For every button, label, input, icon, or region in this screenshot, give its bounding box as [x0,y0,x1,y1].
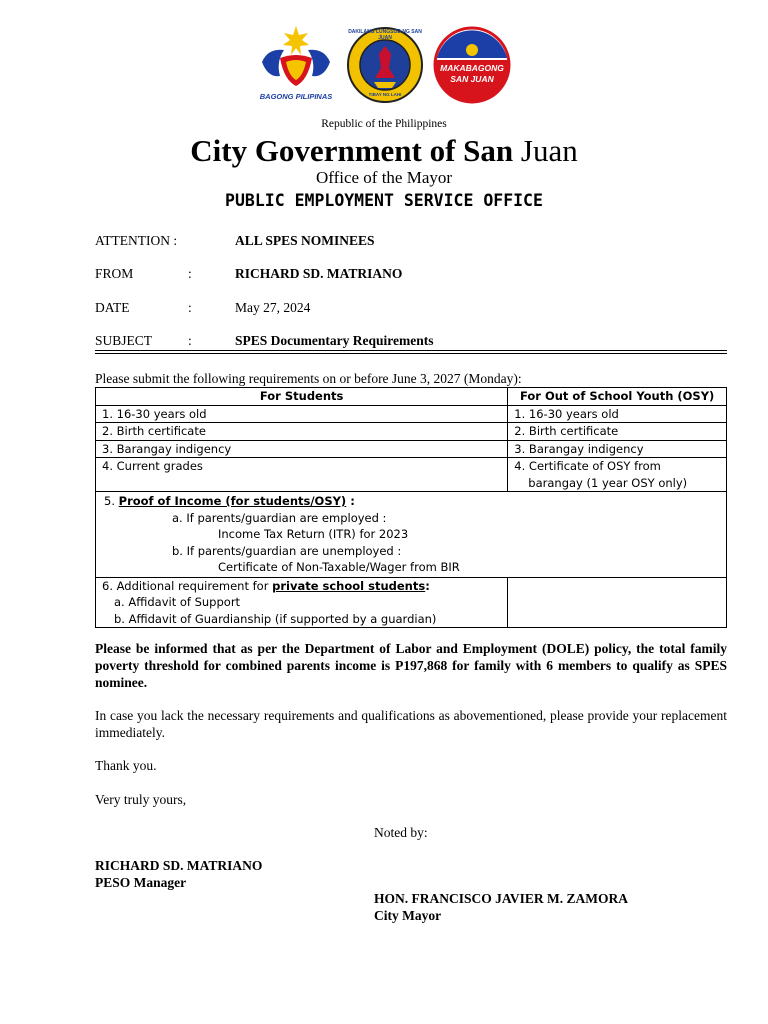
intro-text: Please submit the following requirements on or before June 3, 2027 (Monday): [95,371,522,386]
additional-colon: : [425,578,430,593]
osy-req [508,458,727,492]
date-value: May 27, 2024 [235,300,311,315]
sender-name: RICHARD SD. MATRIANO [95,858,263,873]
makabagong-san-juan-logo [433,26,511,104]
osy-req-line: 4. Certificate of OSY from [514,459,661,473]
col-header-osy: For Out of School Youth (OSY) [508,388,727,406]
income-title: Proof of Income (for students/OSY) [118,494,347,508]
san-juan-text: SAN JUAN [450,74,494,84]
income-number: 5. [104,494,115,508]
subject-label: SUBJECT [95,333,153,348]
from-label: FROM [95,266,134,281]
private-school-students: private school students [272,578,426,593]
republic-line: Republic of the Philippines [321,118,447,130]
affidavit-guardianship: b. Affidavit of Guardianship (if supported by a guardian) [114,611,437,626]
replacement-notice: In case you lack the necessary requirements and qualifications as abovementioned, please provide your replacement immediately. [95,708,727,740]
from-value: RICHARD SD. MATRIANO [235,266,403,281]
osy-req: 3. Barangay indigency [508,440,727,458]
attention-value: ALL SPES NOMINEES [235,233,375,248]
bagong-pilipinas-logo [250,18,342,104]
noted-by: Noted by: [374,825,428,840]
date-label: DATE [95,300,130,315]
col-header-students: For Students [96,388,508,406]
makabagong-text: MAKABAGONG [440,63,504,73]
additional-requirement-cell [96,577,508,628]
additional-row [96,577,727,628]
city-government-title [0,133,768,169]
table-header-row [96,388,727,406]
income-b-detail: Certificate of Non-Taxable/Wager from BIR [218,560,460,574]
san-juan-seal [344,26,426,104]
attention-label: ATTENTION : [95,233,178,248]
requirements-table [95,387,727,628]
income-row [96,492,727,578]
sender-title: PESO Manager [95,875,187,890]
student-req: 1. 16-30 years old [96,405,508,423]
date-colon: : [188,300,192,315]
table-row [96,423,727,441]
table-row [96,405,727,423]
proof-of-income-cell [96,492,727,578]
student-req: 3. Barangay indigency [96,440,508,458]
subject-colon: : [188,333,192,348]
city-title-main: City Government of San [190,133,514,168]
dole-notice: Please be informed that as per the Department of Labor and Employment (DOLE) policy, the total family poverty threshold for combined parents income is P197,868 for family with 6 members to qualify as SPES nominee. [95,641,727,690]
income-a: a. If parents/guardian are employed : [172,510,387,525]
peso-title: PUBLIC EMPLOYMENT SERVICE OFFICE [225,191,543,210]
from-colon: : [188,266,192,281]
osy-req: 1. 16-30 years old [508,405,727,423]
empty-cell [508,577,727,628]
table-row [96,458,727,492]
mayor-title: City Mayor [374,908,442,923]
thank-you: Thank you. [95,758,157,773]
city-title-juan: Juan [520,133,578,168]
income-b: b. If parents/guardian are unemployed : [172,543,402,558]
bagong-pilipinas-text: BAGONG PILIPINAS [259,92,333,101]
osy-req-line: barangay (1 year OSY only) [528,475,688,490]
table-row [96,440,727,458]
additional-prefix: 6. Additional requirement for [102,578,273,593]
seal-ring-text: DAKILANG LUNGSOD NG SAN JUAN [348,29,422,41]
income-colon: : [346,494,355,508]
closing: Very truly yours, [95,792,187,807]
mayor-name: HON. FRANCISCO JAVIER M. ZAMORA [374,891,629,906]
seal-inner-text: TIBAY NG LAHI [368,92,402,97]
subject-value: SPES Documentary Requirements [235,333,434,348]
student-req: 2. Birth certificate [96,423,508,441]
office-of-mayor: Office of the Mayor [315,168,453,187]
student-req: 4. Current grades [96,458,508,492]
subject-divider [95,350,727,354]
income-a-detail: Income Tax Return (ITR) for 2023 [218,527,409,541]
affidavit-support: a. Affidavit of Support [114,595,241,609]
osy-req: 2. Birth certificate [508,423,727,441]
